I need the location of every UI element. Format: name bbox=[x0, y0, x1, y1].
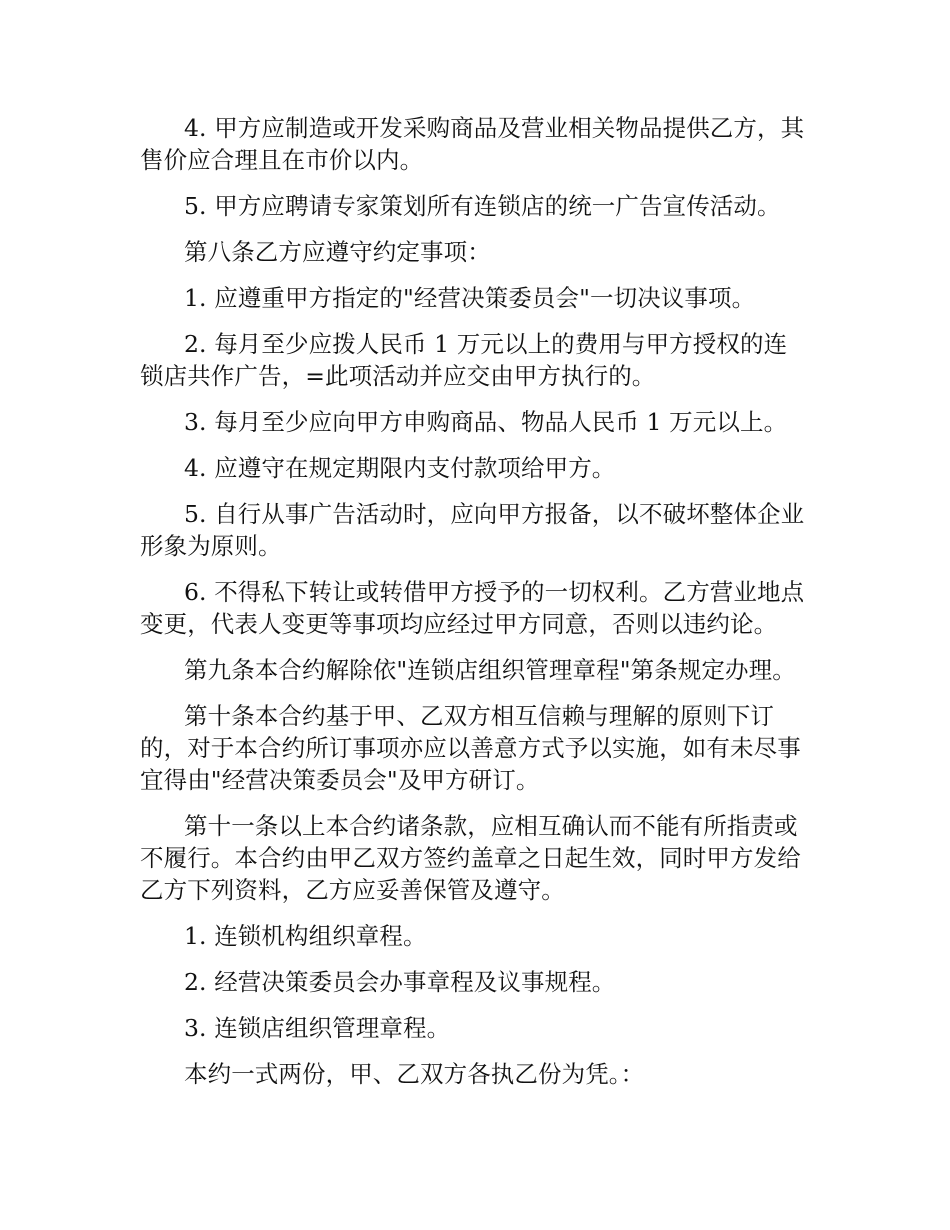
paragraph-obey-committee: 1. 应遵重甲方指定的"经营决策委员会"一切决议事项。 bbox=[184, 284, 756, 312]
article-10: 第十条本合约基于甲、乙双方相互信赖与理解的原则下订的，对于本合约所订事项亦应以善意方式予以实施，如有未尽事宜得由"经营决策委员会"及甲方研订。 bbox=[140, 702, 801, 794]
paragraph-no-transfer: 6. 不得私下转让或转借甲方授予的一切权利。乙方营业地点变更，代表人变更等事项均应经过甲方同意，否则以违约论。 bbox=[140, 578, 805, 638]
list-item-chain-charter: 1. 连锁机构组织章程。 bbox=[184, 922, 427, 950]
document-body bbox=[140, 112, 808, 1104]
paragraph-monthly-purchase: 3. 每月至少应向甲方申购商品、物品人民币 1 万元以上。 bbox=[184, 408, 788, 436]
paragraph-party-a-advertising: 5. 甲方应聘请专家策划所有连锁店的统一广告宣传活动。 bbox=[184, 192, 781, 220]
paragraph-copies-closing: 本约一式两份，甲、乙双方各执乙份为凭。： bbox=[184, 1060, 645, 1088]
paragraph-party-a-supply-goods: 4. 甲方应制造或开发采购商品及营业相关物品提供乙方，其售价应合理且在市价以内。 bbox=[140, 114, 805, 174]
article-8-heading: 第八条乙方应遵守约定事项： bbox=[184, 238, 491, 266]
paragraph-monthly-ad-fee: 2. 每月至少应拨人民币 1 万元以上的费用与甲方授权的连锁店共作广告，=此项活动并应交由甲方执行的。 bbox=[140, 330, 788, 390]
article-9: 第九条本合约解除依"连锁店组织管理章程"第条规定办理。 bbox=[184, 656, 796, 684]
paragraph-payment-deadline: 4. 应遵守在规定期限内支付款项给甲方。 bbox=[184, 454, 616, 482]
list-item-committee-rules: 2. 经营决策委员会办事章程及议事规程。 bbox=[184, 968, 616, 996]
list-item-store-management: 3. 连锁店组织管理章程。 bbox=[184, 1014, 451, 1042]
paragraph-self-advertising: 5. 自行从事广告活动时，应向甲方报备，以不破坏整体企业形象为原则。 bbox=[140, 500, 805, 560]
article-11: 第十一条以上本合约诸条款，应相互确认而不能有所指责或不履行。本合约由甲乙双方签约盖章之日起生效，同时甲方发给乙方下列资料，乙方应妥善保管及遵守。 bbox=[140, 812, 801, 904]
